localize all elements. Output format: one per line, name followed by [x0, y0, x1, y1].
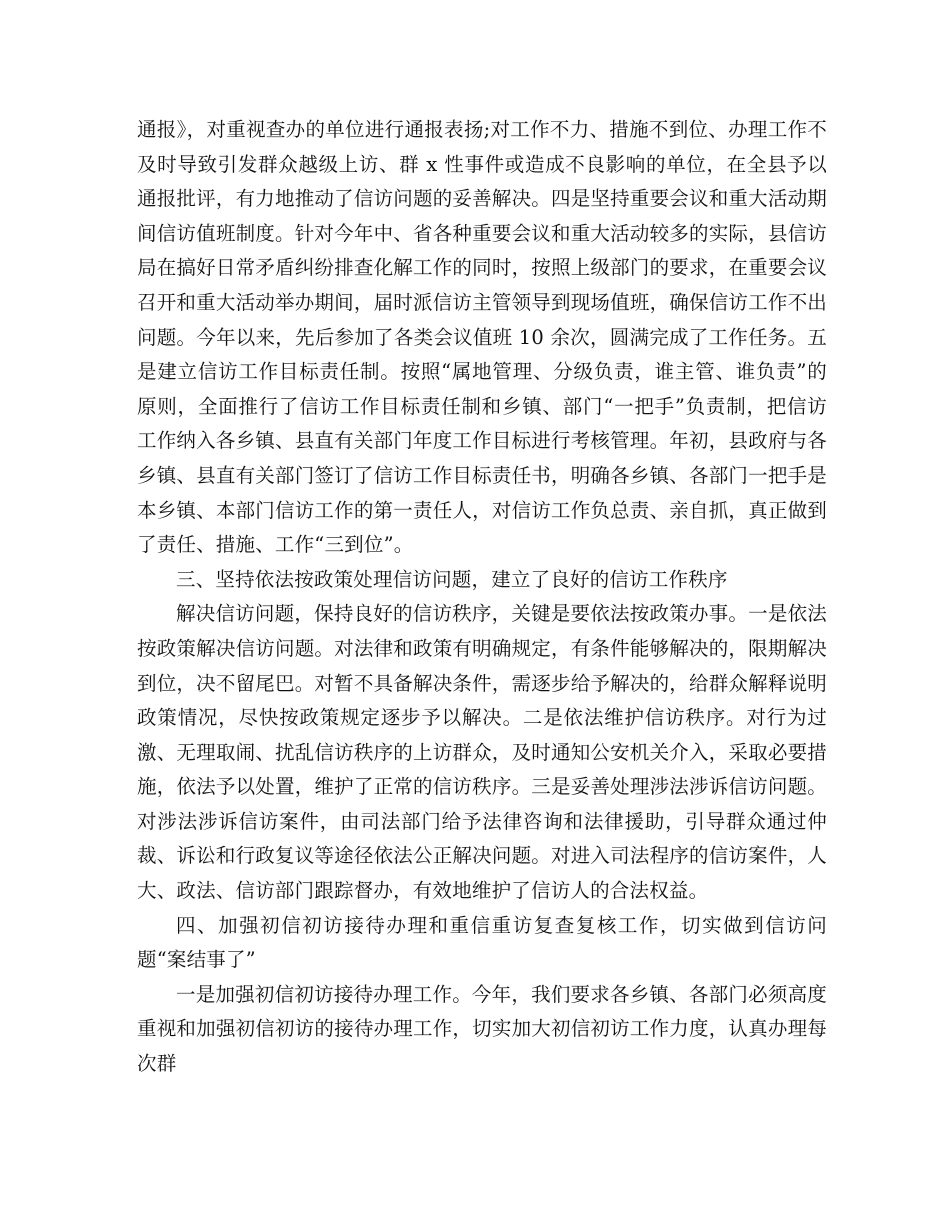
- document-body: [137, 113, 827, 1082]
- section-heading-three: 三、坚持依法按政策处理信访问题，建立了良好的信访工作秩序: [176, 567, 728, 591]
- section-heading-four: 四、加强初信初访接待办理和重信重访复查复核工作，切实做到信访问题“案结事了”: [137, 913, 827, 972]
- paragraph-section-three-body: 解决信访问题，保持良好的信访秩序，关键是要依法按政策办事。一是依法按政策解决信访问题。对法律和政策有明确规定，有条件能够解决的，限期解决到位，决不留尾巴。对暂不具备解决条件，需逐步给予解决的，给群众解释说明政策情况，尽快按政策规定逐步予以解决。二是依法维护信访秩序。对行为过激、无理取闹、扰乱信访秩序的上访群众，及时通知公安机关介入，采取必要措施，依法予以处置，维护了正常的信访秩序。三是妥善处理涉法涉诉信访问题。对涉法涉诉信访案件，由司法部门给予法律咨询和法律援助，引导群众通过仲裁、诉讼和行政复议等途径依法公正解决问题。对进入司法程序的信访案件，人大、政法、信访部门跟踪督办，有效地维护了信访人的合法权益。: [137, 602, 827, 903]
- paragraph-continuation: 通报》，对重视查办的单位进行通报表扬;对工作不力、措施不到位、办理工作不及时导致引发群众越级上访、群 x 性事件或造成不良影响的单位，在全县予以通报批评，有力地推动了信访问题的妥善解决。四是坚持重要会议和重大活动期间信访值班制度。针对今年中、省各种重要会议和重大活动较多的实际，县信访局在搞好日常矛盾纠纷排查化解工作的同时，按照上级部门的要求，在重要会议召开和重大活动举办期间，届时派信访主管领导到现场值班，确保信访工作不出问题。今年以来，先后参加了各类会议值班 10 余次，圆满完成了工作任务。五是建立信访工作目标责任制。按照“属地管理、分级负责，谁主管、谁负责”的原则，全面推行了信访工作目标责任制和乡镇、部门“一把手”负责制，把信访工作纳入各乡镇、县直有关部门年度工作目标进行考核管理。年初，县政府与各乡镇、县直有关部门签订了信访工作目标责任书，明确各乡镇、各部门一把手是本乡镇、本部门信访工作的第一责任人，对信访工作负总责、亲自抓，真正做到了责任、措施、工作“三到位”。: [137, 118, 827, 557]
- paragraph-section-four-body: 一是加强初信初访接待办理工作。今年，我们要求各乡镇、各部门必须高度重视和加强初信初访的接待办理工作，切实加大初信初访工作力度，认真办理每次群: [137, 982, 827, 1076]
